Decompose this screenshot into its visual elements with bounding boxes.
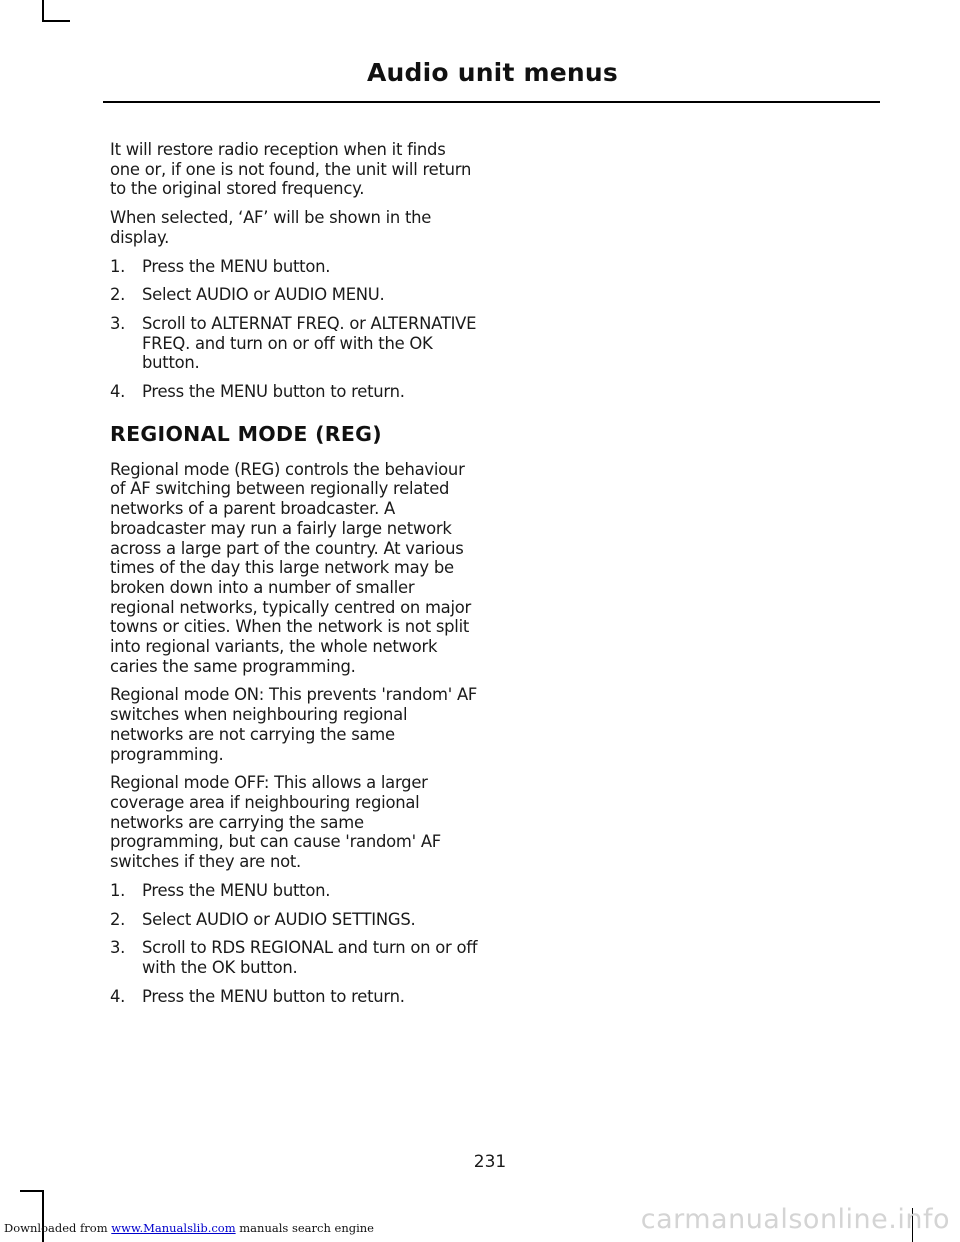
step-number: 1.	[110, 880, 126, 900]
page-number: 231	[473, 1152, 507, 1172]
step-number: 4.	[110, 382, 126, 402]
intro-paragraph: When selected, ‘AF’ will be shown in the display.	[110, 208, 432, 247]
list-item	[110, 382, 478, 402]
list-item	[110, 910, 478, 930]
step-text: Select AUDIO or AUDIO SETTINGS.	[142, 909, 416, 929]
step-number: 3.	[110, 313, 126, 333]
step-text: Select AUDIO or AUDIO MENU.	[142, 285, 385, 305]
section-heading: REGIONAL MODE (REG)	[110, 421, 382, 446]
step-text: Scroll to ALTERNAT FREQ. or ALTERNATIVE FREQ. and turn on or off with the OK button.	[142, 313, 477, 373]
step-text: Press the MENU button to return.	[142, 382, 405, 402]
step-text: Press the MENU button.	[142, 256, 331, 276]
step-number: 2.	[110, 285, 126, 305]
download-footer	[4, 1221, 374, 1235]
step-text: Press the MENU button to return.	[142, 986, 405, 1006]
regional-paragraph: Regional mode OFF: This allows a larger coverage area if neighbouring regional networks are carrying the same programming, but can cause 'random' AF switches if they are not.	[110, 773, 441, 872]
list-item	[110, 938, 478, 977]
step-number: 2.	[110, 909, 126, 929]
step-text: Scroll to RDS REGIONAL and turn on or off with the OK button.	[142, 938, 478, 977]
list-item	[110, 881, 478, 901]
page-header-title: Audio unit menus	[367, 58, 618, 87]
manualslib-link[interactable]: www.Manualslib.com	[111, 1221, 236, 1235]
main-content	[110, 140, 478, 1015]
regional-steps-list	[110, 881, 478, 1007]
regional-paragraph: Regional mode (REG) controls the behaviour of AF switching between regionally related networks of a parent broadcaster. A broadcaster may run a fairly large network across a large part of the country. At various times of the day this large network may be broken down into a number of smaller regional networks, typically centred on major towns or cities. When the network is not split into regional variants, the whole network caries the same programming.	[110, 459, 472, 676]
list-item	[110, 987, 478, 1007]
crop-mark-bottom-left-horizontal	[20, 1190, 44, 1192]
step-number: 1.	[110, 256, 126, 276]
af-steps-list	[110, 257, 478, 402]
step-text: Press the MENU button.	[142, 880, 331, 900]
watermark-text: carmanualsonline.info	[640, 1204, 950, 1235]
crop-mark-top-left-horizontal	[42, 20, 70, 22]
list-item	[110, 285, 478, 305]
list-item	[110, 314, 478, 373]
footer-prefix: Downloaded from	[4, 1221, 112, 1235]
step-number: 4.	[110, 986, 126, 1006]
step-number: 3.	[110, 938, 126, 958]
regional-paragraph: Regional mode ON: This prevents 'random' AF switches when neighbouring regional networks are not carrying the same programming.	[110, 685, 478, 764]
crop-mark-top-left-vertical	[42, 0, 44, 22]
footer-suffix: manuals search engine	[235, 1221, 374, 1235]
header-divider	[103, 101, 880, 103]
intro-paragraph: It will restore radio reception when it finds one or, if one is not found, the unit will return to the original stored frequency.	[110, 140, 472, 199]
list-item	[110, 257, 478, 277]
